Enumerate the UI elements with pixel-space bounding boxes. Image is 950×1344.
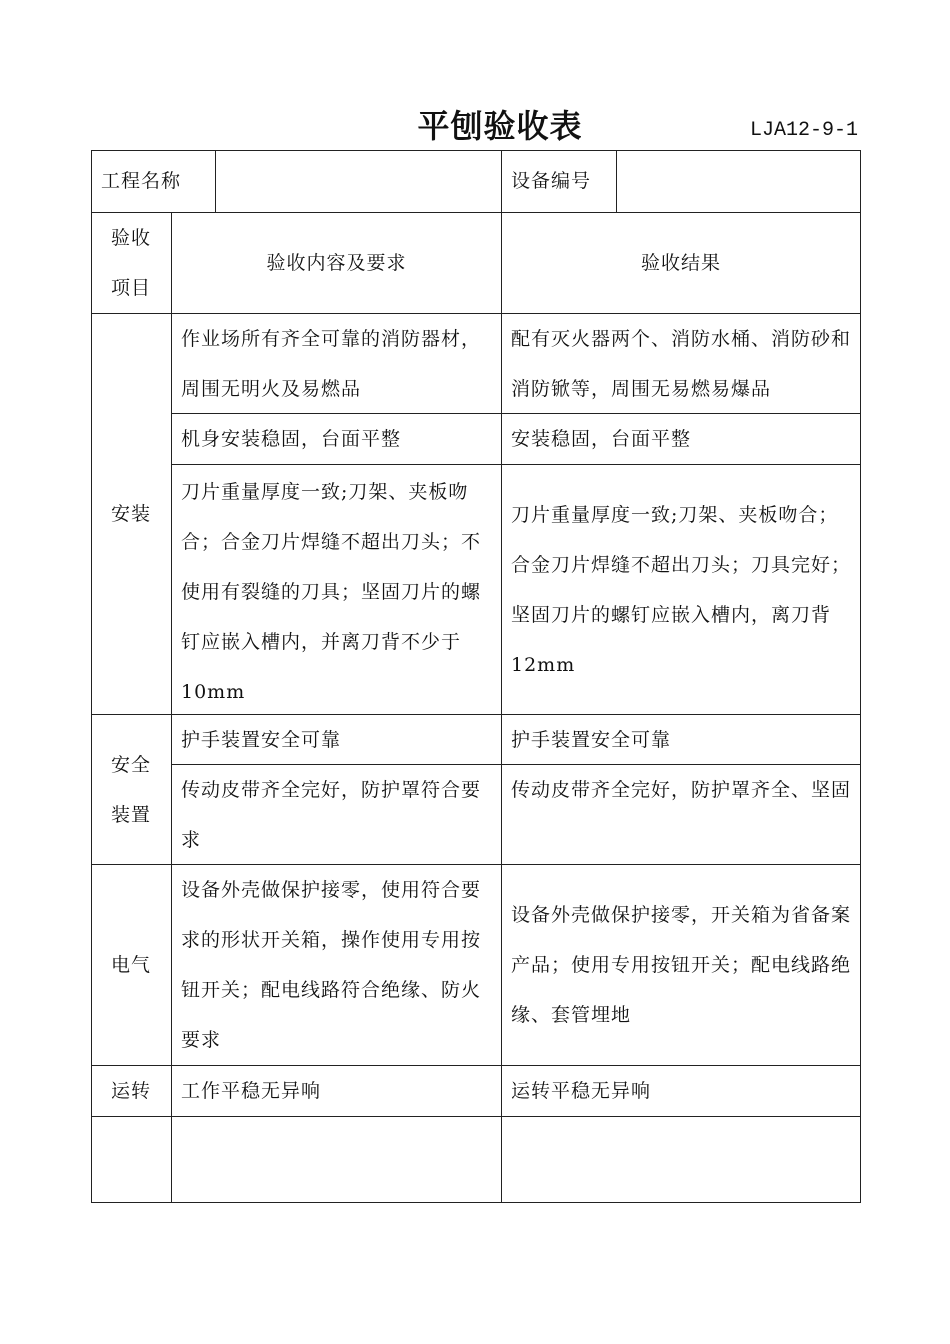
project-name-label: 工程名称 xyxy=(101,170,182,192)
blank-result[interactable] xyxy=(502,1117,860,1202)
section-label-safety xyxy=(91,715,171,864)
column-header-result: 验收结果 xyxy=(640,252,721,274)
safety-result-1: 护手装置安全可靠 xyxy=(511,728,672,751)
form-title: 平刨验收表 xyxy=(417,107,583,145)
column-header-item-line2: 项目 xyxy=(110,277,151,299)
blank-content[interactable] xyxy=(172,1117,501,1202)
project-name-value[interactable] xyxy=(216,150,501,212)
table-line xyxy=(860,150,861,1203)
section-label-install: 安装 xyxy=(110,503,151,525)
column-header-content: 验收内容及要求 xyxy=(266,252,407,274)
section-label-safety-line1: 安全 xyxy=(110,753,151,776)
install-content-2: 机身安装稳固，台面平整 xyxy=(181,428,402,450)
safety-result-2: 传动皮带齐全完好，防护罩齐全、坚固 xyxy=(511,779,852,801)
column-header-item xyxy=(91,213,171,313)
electrical-result-1: 设备外壳做保护接零，开关箱为省备案产品；使用专用按钮开关；配电线路绝缘、套管埋地 xyxy=(511,904,852,1026)
section-label-safety-line2: 装置 xyxy=(110,803,151,826)
safety-content-1: 护手装置安全可靠 xyxy=(181,728,342,751)
device-no-label: 设备编号 xyxy=(511,170,592,192)
section-label-electrical: 电气 xyxy=(110,954,151,976)
acceptance-table xyxy=(91,150,861,1203)
form-code: LJA12-9-1 xyxy=(749,119,858,142)
install-result-3: 刀片重量厚度一致;刀架、夹板吻合；合金刀片焊缝不超出刀头；刀具完好；坚固刀片的螺钉应嵌入槽内，离刀背12mm xyxy=(511,503,852,676)
electrical-content-1: 设备外壳做保护接零，使用符合要求的形状开关箱，操作使用专用按钮开关；配电线路符合绝缘、防火要求 xyxy=(181,879,482,1051)
install-result-1: 配有灭火器两个、消防水桶、消防砂和消防锨等，周围无易燃易爆品 xyxy=(511,328,852,400)
operation-result-1: 运转平稳无异响 xyxy=(511,1080,652,1102)
install-result-2: 安装稳固，台面平整 xyxy=(511,428,692,450)
section-label-operation: 运转 xyxy=(110,1080,151,1102)
column-header-item-line1: 验收 xyxy=(110,227,151,249)
blank-label[interactable] xyxy=(91,1117,171,1202)
operation-content-1: 工作平稳无异响 xyxy=(181,1080,322,1102)
safety-content-2: 传动皮带齐全完好，防护罩符合要求 xyxy=(181,779,482,851)
device-no-value[interactable] xyxy=(617,150,860,212)
install-content-3: 刀片重量厚度一致;刀架、夹板吻合；合金刀片焊缝不超出刀头；不使用有裂缝的刀具；坚固刀片的螺钉应嵌入槽内，并离刀背不少于10mm xyxy=(181,481,482,703)
table-line xyxy=(91,1202,861,1203)
install-content-1: 作业场所有齐全可靠的消防器材，周围无明火及易燃品 xyxy=(181,328,482,400)
